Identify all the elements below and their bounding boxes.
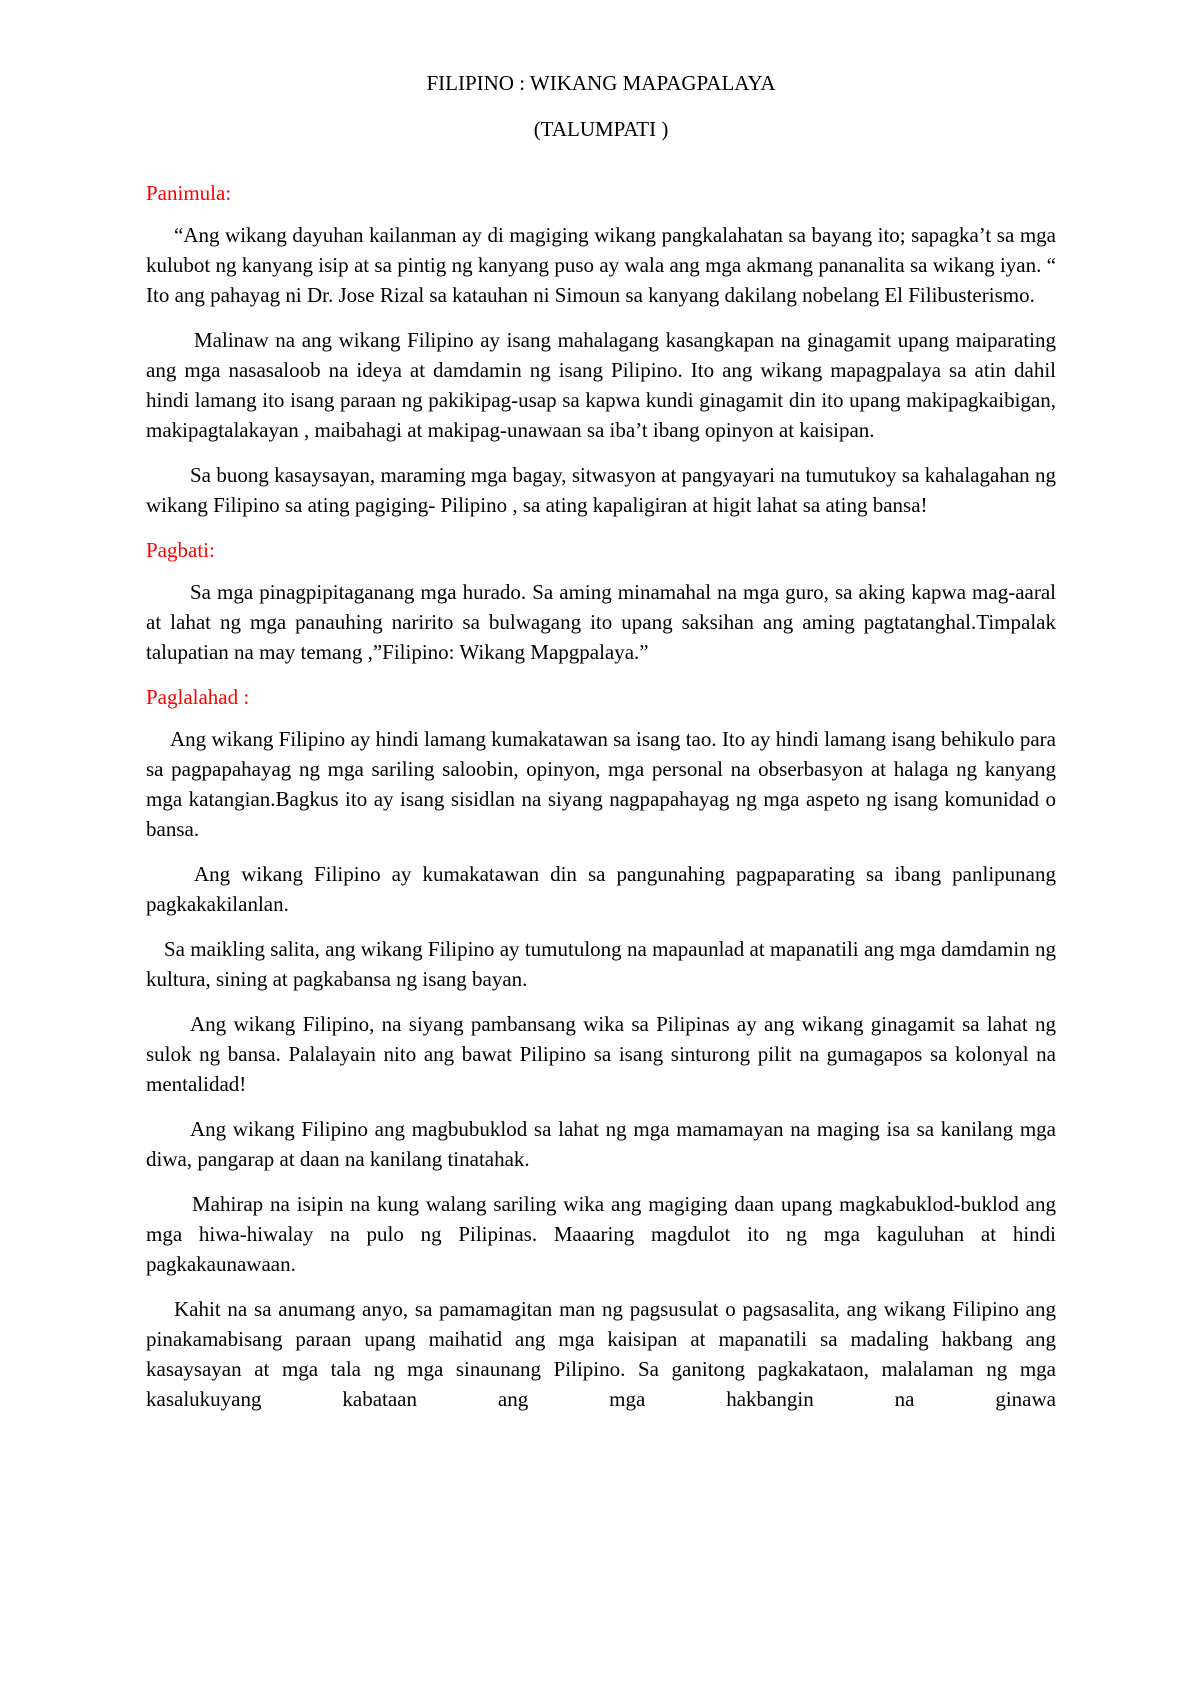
paragraph: Sa maikling salita, ang wikang Filipino ay tumutulong na mapaunlad at mapanatili ang mga damdamin ng kultura, sining at pagkabansa ng isang bayan.: [146, 937, 1056, 991]
paragraph: Ang wikang Filipino ay hindi lamang kumakatawan sa isang tao. Ito ay hindi lamang isang behikulo para sa pagpapahayag ng mga sariling saloobin, opinyon, mga personal na obserbasyon at halaga ng kanyang mga katangian.Bagkus ito ay isang sisidlan na siyang nagpapahayag ng mga aspeto ng isang komunidad o bansa.: [146, 727, 1056, 841]
paragraph: Malinaw na ang wikang Filipino ay isang mahalagang kasangkapan na ginagamit upang maiparating ang mga nasasaloob na ideya at damdamin ng isang Pilipino. Ito ang wikang mapagpalaya sa atin dahil hindi lamang ito isang paraan ng pakikipag-usap sa kapwa kundi ginagamit din ito upang makipagkaibigan, makipagtalakayan , maibahagi at makipag-unawaan sa iba’t ibang opinyon at kaisipan.: [146, 328, 1056, 442]
section-heading-pagbati: Pagbati:: [146, 538, 215, 562]
paragraph: Mahirap na isipin na kung walang sariling wika ang magiging daan upang magkabuklod-buklod ang mga hiwa-hiwalay na pulo ng Pilipinas. Maaaring magdulot ito ng mga kaguluhan at hindi pagkakaunawaan.: [146, 1192, 1056, 1276]
paragraph: Sa mga pinagpipitaganang mga hurado. Sa aming minamahal na mga guro, sa aking kapwa mag-aaral at lahat ng mga panauhing naririto sa bulwagang ito upang saksihan ang aming pagtatanghal.Timpalak talupatian na may temang ,”Filipino: Wikang Mapgpalaya.”: [146, 580, 1056, 664]
paragraph: Sa buong kasaysayan, maraming mga bagay, sitwasyon at pangyayari na tumutukoy sa kahalagahan ng wikang Filipino sa ating pagiging- Pilipino , sa ating kapaligiran at higit lahat sa ating bansa!: [146, 463, 1056, 517]
document-body: [146, 68, 1056, 1414]
document-title: FILIPINO : WIKANG MAPAGPALAYA: [426, 71, 776, 95]
document-subtitle: (TALUMPATI ): [533, 117, 669, 141]
section-heading-paglalahad: Paglalahad :: [146, 685, 250, 709]
paragraph: Ang wikang Filipino ay kumakatawan din sa pangunahing pagpaparating sa ibang panlipunang pagkakakilanlan.: [146, 862, 1056, 916]
paragraph: Kahit na sa anumang anyo, sa pamamagitan man ng pagsusulat o pagsasalita, ang wikang Filipino ang pinakamabisang paraan upang maihatid ang mga kaisipan at mapanatili sa madaling hakbang ang kasaysayan at mga tala ng mga sinaunang Pilipino. Sa ganitong pagkakataon, malalaman ng mga kasalukuyang kabataan ang mga hakbangin na ginawa: [146, 1297, 1056, 1411]
paragraph: “Ang wikang dayuhan kailanman ay di magiging wikang pangkalahatan sa bayang ito; sapagka’t sa mga kulubot ng kanyang isip at sa pintig ng kanyang puso ay wala ang mga akmang pananalita sa wikang iyan. “ Ito ang pahayag ni Dr. Jose Rizal sa katauhan ni Simoun sa kanyang dakilang nobelang El Filibusterismo.: [146, 223, 1056, 307]
section-heading-panimula: Panimula:: [146, 181, 232, 205]
paragraph: Ang wikang Filipino ang magbubuklod sa lahat ng mga mamamayan na maging isa sa kanilang mga diwa, pangarap at daan na kanilang tinatahak.: [146, 1117, 1056, 1171]
paragraph: Ang wikang Filipino, na siyang pambansang wika sa Pilipinas ay ang wikang ginagamit sa lahat ng sulok ng bansa. Palalayain nito ang bawat Pilipino sa isang sinturong pilit na gumagapos sa kolonyal na mentalidad!: [146, 1012, 1056, 1096]
